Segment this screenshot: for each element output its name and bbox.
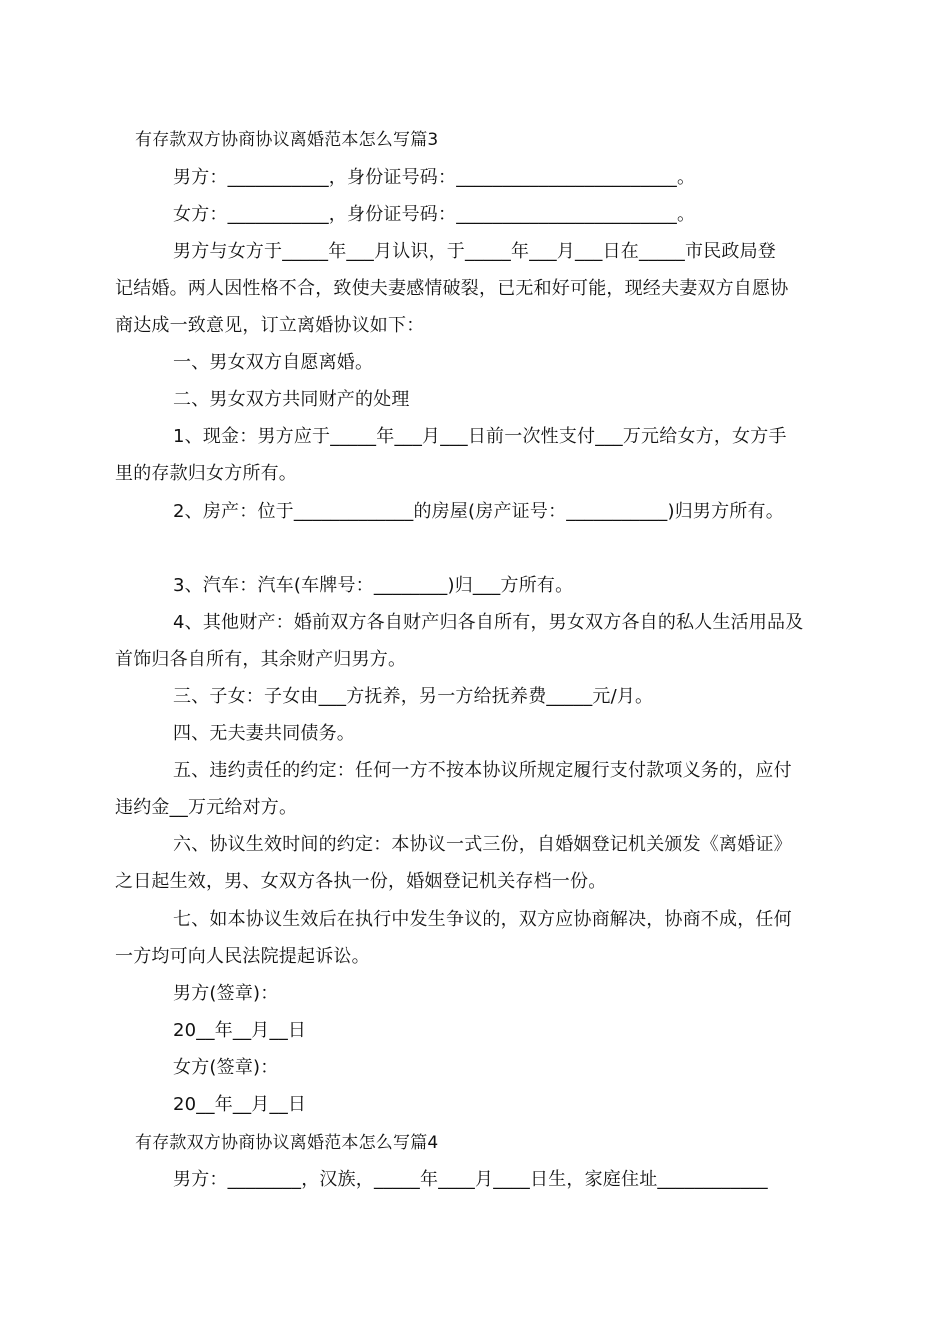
paragraph-line: 里的存款归女方所有。 bbox=[115, 463, 297, 484]
paragraph-line: 二、男女双方共同财产的处理 bbox=[173, 389, 410, 410]
paragraph-line: 之日起生效，男、女双方各执一份，婚姻登记机关存档一份。 bbox=[115, 871, 607, 892]
paragraph-line: 男方：___________，身份证号码：________________________。 bbox=[173, 167, 696, 188]
paragraph-line: 2、房产：位于_____________的房屋(房产证号：___________)归男方所有。 bbox=[173, 501, 784, 522]
paragraph-line: 一方均可向人民法院提起诉讼。 bbox=[115, 946, 370, 967]
paragraph-line: 商达成一致意见，订立离婚协议如下： bbox=[115, 315, 425, 336]
signature-label: 男方(签章)： bbox=[173, 983, 279, 1004]
section-heading: 有存款双方协商协议离婚范本怎么写篇4 bbox=[135, 1133, 439, 1153]
paragraph-line: 一、男女双方自愿离婚。 bbox=[173, 352, 374, 373]
paragraph-line: 3、汽车：汽车(车牌号：________)归___方所有。 bbox=[173, 575, 574, 596]
signature-date: 20__年__月__日 bbox=[173, 1094, 307, 1115]
paragraph-line: 4、其他财产：婚前双方各自财产归各自所有，男女双方各自的私人生活用品及 bbox=[173, 612, 804, 633]
signature-label: 女方(签章)： bbox=[173, 1057, 279, 1078]
paragraph-line: 男方：________，汉族，_____年____月____日生，家庭住址____________ bbox=[173, 1169, 768, 1190]
paragraph-line: 记结婚。两人因性格不合，致使夫妻感情破裂，已无和好可能，现经夫妻双方自愿协 bbox=[115, 278, 789, 299]
paragraph-line: 五、违约责任的约定：任何一方不按本协议所规定履行支付款项义务的，应付 bbox=[173, 760, 792, 781]
paragraph-line: 男方与女方于_____年___月认识，于_____年___月___日在_____市民政局登 bbox=[173, 241, 776, 262]
paragraph-line: 女方：___________，身份证号码：________________________。 bbox=[173, 204, 696, 225]
section-heading: 有存款双方协商协议离婚范本怎么写篇3 bbox=[135, 130, 439, 150]
paragraph-line: 六、协议生效时间的约定：本协议一式三份，自婚姻登记机关颁发《离婚证》 bbox=[173, 834, 792, 855]
signature-date: 20__年__月__日 bbox=[173, 1020, 307, 1041]
paragraph-line: 四、无夫妻共同债务。 bbox=[173, 723, 355, 744]
paragraph-line: 1、现金：男方应于_____年___月___日前一次性支付___万元给女方，女方手 bbox=[173, 426, 787, 447]
paragraph-line: 首饰归各自所有，其余财产归男方。 bbox=[115, 649, 407, 670]
paragraph-line: 违约金__万元给对方。 bbox=[115, 797, 298, 818]
paragraph-line: 七、如本协议生效后在执行中发生争议的，双方应协商解决，协商不成，任何 bbox=[173, 909, 792, 930]
paragraph-line: 三、子女：子女由___方抚养，另一方给抚养费_____元/月。 bbox=[173, 686, 654, 707]
